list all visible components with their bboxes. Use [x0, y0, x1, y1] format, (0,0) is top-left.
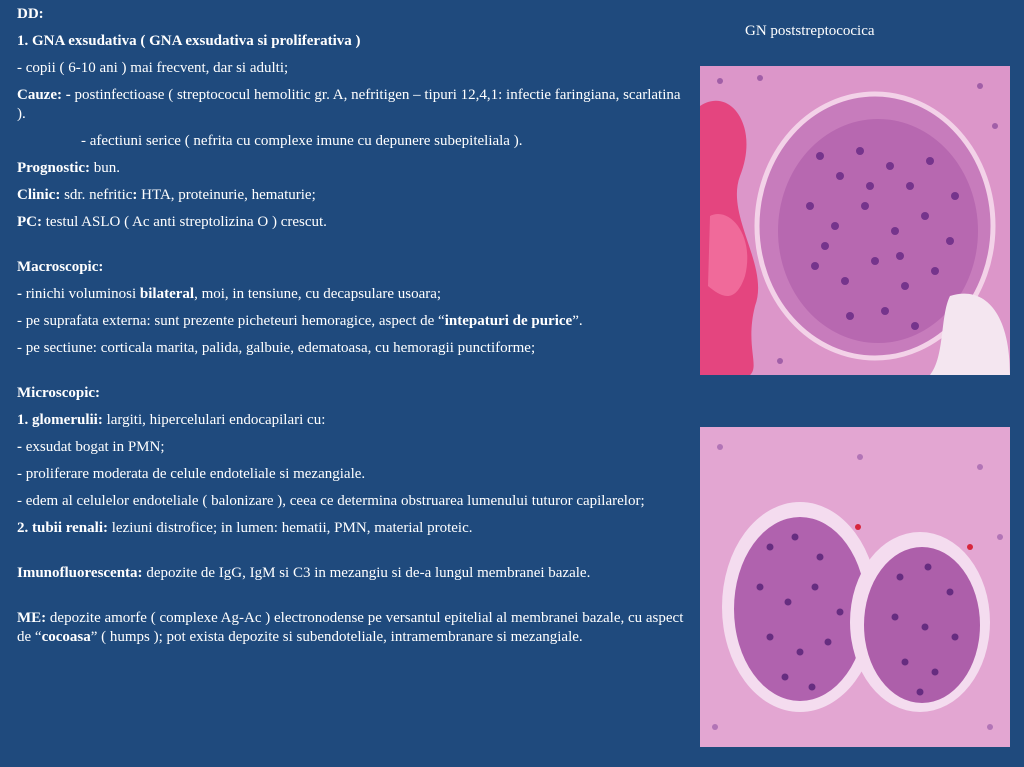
micrograph-top-drawing	[700, 66, 1010, 375]
line-glomeruli: 1. glomerulii: largiti, hipercelulari endocapilari cu:	[17, 412, 326, 428]
line-prognostic: Prognostic: bun.	[17, 160, 121, 176]
line-proliferation: - proliferare moderata de celule endoteliale si mezangiale.	[17, 466, 366, 482]
heading-macroscopic: Macroscopic:	[17, 259, 104, 275]
line-dd: DD:	[17, 6, 44, 22]
line-macro-2: - pe suprafata externa: sunt prezente picheteuri hemoragice, aspect de “intepaturi de purice”.	[17, 313, 583, 329]
text-column	[17, 5, 687, 647]
line-title: 1. GNA exsudativa ( GNA exsudativa si proliferativa )	[17, 33, 361, 49]
image-caption: GN poststreptococica	[745, 23, 875, 39]
line-tubules: 2. tubii renali: leziuni distrofice; in lumen: hematii, PMN, material proteic.	[17, 520, 473, 536]
line-age: - copii ( 6-10 ani ) mai frecvent, dar si adulti;	[17, 60, 289, 76]
line-edema: - edem al celulelor endoteliale ( balonizare ), ceea ce determina obstruarea lumenului tuturor capilarelor;	[17, 493, 645, 509]
line-exudate: - exsudat bogat in PMN;	[17, 439, 165, 455]
line-me: ME: depozite amorfe ( complexe Ag-Ac ) electronodense pe versantul epitelial al membranei bazale, cu aspect de “cocoasa” ( humps ); pot exista depozite si subendoteliale, intramembranare si mezangiale.	[17, 610, 684, 645]
heading-microscopic: Microscopic:	[17, 385, 101, 401]
line-causes: Cauze: - postinfectioase ( streptococul hemolitic gr. A, nefritigen – tipuri 12,4,1: infectie faringiana, scarlatina ).	[17, 87, 681, 122]
line-macro-1: - rinichi voluminosi bilateral, moi, in tensiune, cu decapsulare usoara;	[17, 286, 442, 302]
micrograph-glomerulus-bottom	[700, 427, 1010, 747]
line-serum: - afectiuni serice ( nefrita cu complexe imune cu depunere subepiteliala ).	[81, 133, 523, 149]
line-pc: PC: testul ASLO ( Ac anti streptolizina O ) crescut.	[17, 214, 327, 230]
micrograph-bottom-drawing	[700, 427, 1010, 747]
micrograph-glomerulus-top	[700, 66, 1010, 375]
line-macro-3: - pe sectiune: corticala marita, palida, galbuie, edematoasa, cu hemoragii punctiforme;	[17, 340, 536, 356]
line-immunofluorescence: Imunofluorescenta: depozite de IgG, IgM si C3 in mezangiu si de-a lungul membranei bazale.	[17, 565, 591, 581]
line-clinic: Clinic: sdr. nefritic: HTA, proteinurie, hematurie;	[17, 187, 316, 203]
